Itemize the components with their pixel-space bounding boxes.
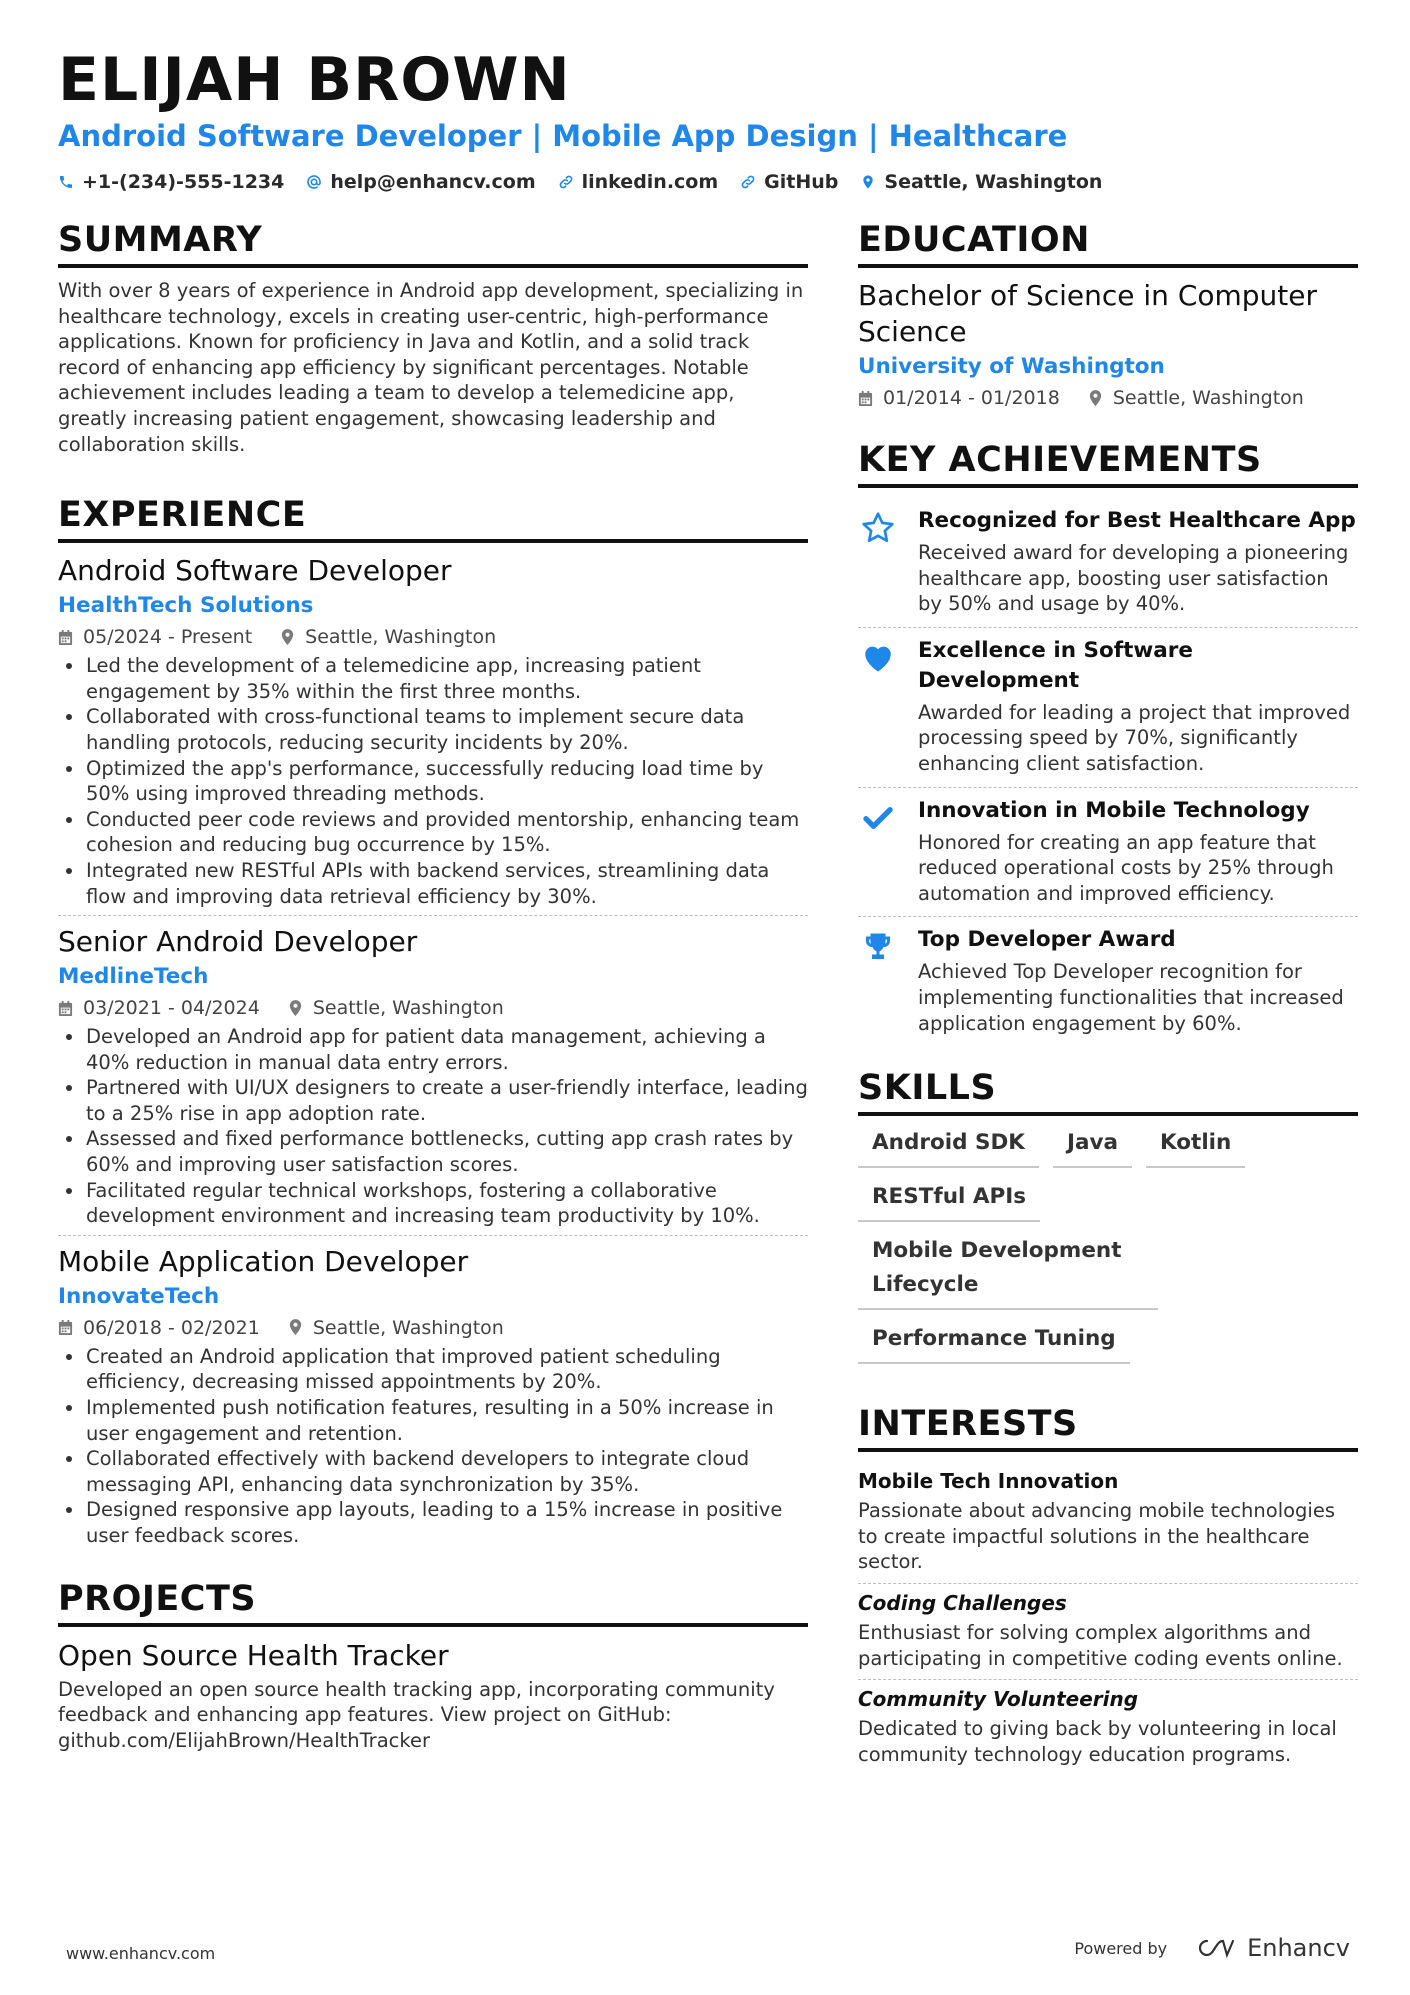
contact-bar	[58, 168, 1102, 196]
contact-location	[860, 168, 1102, 196]
contact-linkedin[interactable]	[558, 168, 719, 196]
job-title: Senior Android Developer	[58, 925, 418, 959]
location-icon	[280, 629, 295, 646]
skills-list	[858, 1126, 1358, 1364]
enhancv-logo[interactable]	[1193, 1934, 1350, 1962]
job-company: HealthTech Solutions	[58, 593, 314, 619]
job-bullets	[58, 1024, 808, 1229]
job-bullet: Partnered with UI/UX designers to create a user-friendly interface, leading to a 25% rise in app adoption rate.	[58, 1075, 808, 1126]
achievement-body	[918, 636, 1358, 777]
job-meta	[58, 1314, 808, 1342]
job-dates-text: 05/2024 - Present	[83, 626, 253, 649]
job-location-text: Seattle, Washington	[312, 997, 504, 1020]
interest-item	[858, 1680, 1358, 1775]
skill-tag: Performance Tuning	[858, 1322, 1130, 1364]
education-dates	[858, 384, 1060, 412]
calendar-icon	[58, 1319, 73, 1336]
experience-heading: EXPERIENCE	[58, 493, 808, 543]
interests-section	[858, 1402, 1358, 1775]
phone-icon	[58, 174, 74, 190]
job-location	[288, 1314, 504, 1342]
achievement-title: Excellence in Software Development	[918, 637, 1193, 693]
education-dates-text: 01/2014 - 01/2018	[883, 387, 1060, 409]
location-icon	[1088, 390, 1103, 407]
skill-tag: Java	[1053, 1126, 1132, 1168]
job-company: InnovateTech	[58, 1283, 220, 1309]
job-bullet: Integrated new RESTful APIs with backend services, streamlining data flow and improving data retrieval efficiency by 30%.	[58, 858, 808, 909]
contact-phone-text: +1-(234)-555-1234	[82, 171, 285, 193]
interest-item	[858, 1584, 1358, 1680]
achievement-desc: Honored for creating an app feature that reduced operational costs by 25% through automation and improved efficiency.	[918, 830, 1334, 905]
achievement-desc: Achieved Top Developer recognition for implementing functionalities that increased application engagement by 60%.	[918, 960, 1344, 1035]
education-section	[858, 218, 1358, 412]
skills-heading: SKILLS	[858, 1066, 1358, 1116]
achievement-body	[918, 506, 1358, 617]
job-location	[288, 994, 504, 1022]
left-column	[58, 218, 808, 1753]
job-bullet: Collaborated effectively with backend developers to integrate cloud messaging API, enhancing data synchronization by 35%.	[58, 1446, 808, 1497]
calendar-icon	[58, 629, 73, 646]
contact-phone[interactable]	[58, 168, 284, 196]
interest-title: Community Volunteering	[858, 1687, 1139, 1712]
job-bullet: Conducted peer code reviews and provided mentorship, enhancing team cohesion and reducing bug occurrence by 15%.	[58, 807, 808, 858]
job-bullet: Designed responsive app layouts, leading to a 15% increase in positive user feedback scores.	[58, 1497, 808, 1548]
job-bullet: Facilitated regular technical workshops, fostering a collaborative development environment and increasing team productivity by 10%.	[58, 1178, 808, 1229]
achievement-icon-wrap	[858, 796, 898, 907]
heart-icon	[860, 640, 896, 676]
job-bullet: Optimized the app's performance, successfully reducing load time by 50% using improved threading methods.	[58, 756, 808, 807]
projects-heading: PROJECTS	[58, 1577, 808, 1627]
education-meta	[858, 384, 1358, 412]
skill-tag: Kotlin	[1146, 1126, 1245, 1168]
education-location	[1088, 384, 1304, 412]
at-icon	[306, 174, 322, 190]
achievement-title: Innovation in Mobile Technology	[918, 797, 1310, 823]
education-heading: EDUCATION	[858, 218, 1358, 268]
achievement-desc: Received award for developing a pioneering healthcare app, boosting user satisfaction by 50% and usage by 40%.	[918, 541, 1349, 616]
job-bullet: Created an Android application that improved patient scheduling efficiency, decreasing missed appointments by 20%.	[58, 1344, 808, 1395]
contact-location-text: Seattle, Washington	[884, 171, 1103, 193]
achievement-item	[858, 498, 1358, 628]
skill-tag: Mobile Development Lifecycle	[858, 1234, 1158, 1310]
contact-email-text: help@enhancv.com	[330, 171, 536, 193]
skills-section	[858, 1066, 1358, 1364]
job-location	[280, 623, 496, 651]
footer-branding	[1074, 1934, 1350, 1962]
achievement-item	[858, 917, 1358, 1046]
location-icon	[860, 174, 876, 190]
job-bullet: Collaborated with cross-functional teams to implement secure data handling protocols, reducing security incidents by 20%.	[58, 704, 808, 755]
job-title: Mobile Application Developer	[58, 1244, 469, 1278]
job-dates-text: 06/2018 - 02/2021	[83, 1316, 260, 1339]
interest-title: Coding Challenges	[858, 1590, 1067, 1615]
achievement-icon-wrap	[858, 636, 898, 777]
achievement-body	[918, 925, 1358, 1036]
skill-tag: RESTful APIs	[858, 1180, 1040, 1222]
contact-github-text: GitHub	[764, 171, 839, 193]
link-icon	[740, 174, 756, 190]
job-location-text: Seattle, Washington	[305, 626, 497, 649]
enhancv-logo-icon	[1193, 1937, 1237, 1959]
summary-text: With over 8 years of experience in Android app development, specializing in healthcare technology, excels in creating user-centric, high-performance applications. Known for proficiency in Java and Kotlin, and a solid track record of enhancing app efficiency by significant percentages. Notable achievement includes leading a team to develop a telemedicine app, greatly increasing patient engagement, showcasing leadership and collaboration skills.	[58, 279, 804, 456]
candidate-name: ELIJAH BROWN	[58, 45, 571, 115]
job-bullets	[58, 1344, 808, 1549]
project-desc: Developed an open source health tracking app, incorporating community feedback and enhancing app features. View project on GitHub: github.com/ElijahBrown/HealthTracker	[58, 1677, 775, 1752]
summary-section	[58, 218, 808, 457]
location-icon	[288, 1000, 303, 1017]
star-icon	[860, 510, 896, 546]
job-bullets	[58, 653, 808, 909]
interest-desc: Dedicated to giving back by volunteering in local community technology education programs.	[858, 1717, 1337, 1766]
right-column	[858, 218, 1358, 1775]
achievement-title: Top Developer Award	[918, 927, 1176, 953]
interest-item	[858, 1462, 1358, 1584]
job-company: MedlineTech	[58, 964, 209, 990]
job-bullet: Led the development of a telemedicine app, increasing patient engagement by 35% within the first three months.	[58, 653, 808, 704]
trophy-icon	[860, 929, 896, 965]
job-entry	[58, 553, 808, 916]
education-location-text: Seattle, Washington	[1112, 387, 1304, 409]
summary-heading: SUMMARY	[58, 218, 808, 268]
education-school: University of Washington	[858, 354, 1165, 379]
contact-email[interactable]	[306, 168, 535, 196]
achievement-title: Recognized for Best Healthcare App	[918, 508, 1356, 533]
achievement-icon-wrap	[858, 506, 898, 617]
link-icon	[558, 174, 574, 190]
job-entry	[58, 1244, 808, 1555]
candidate-title: Android Software Developer | Mobile App Design | Healthcare	[58, 119, 1068, 153]
project-title: Open Source Health Tracker	[58, 1638, 449, 1672]
job-bullet: Developed an Android app for patient data management, achieving a 40% reduction in manual data entry errors.	[58, 1024, 808, 1075]
interest-title: Mobile Tech Innovation	[858, 1469, 1119, 1494]
achievement-item	[858, 628, 1358, 788]
skill-tag: Android SDK	[858, 1126, 1039, 1168]
job-location-text: Seattle, Washington	[312, 1316, 504, 1339]
job-title: Android Software Developer	[58, 554, 452, 588]
achievement-desc: Awarded for leading a project that improved processing speed by 70%, significantly enhancing client satisfaction.	[918, 700, 1351, 775]
powered-by-label: Powered by	[1074, 1938, 1168, 1958]
job-dates	[58, 994, 260, 1022]
job-entry	[58, 924, 808, 1236]
brand-name: Enhancv	[1247, 1934, 1350, 1962]
checkmark-icon	[860, 800, 896, 836]
experience-section	[58, 493, 808, 1554]
calendar-icon	[58, 1000, 73, 1017]
footer-website[interactable]: www.enhancv.com	[66, 1944, 216, 1963]
job-dates	[58, 1314, 260, 1342]
achievements-heading: KEY ACHIEVEMENTS	[858, 438, 1358, 488]
achievement-icon-wrap	[858, 925, 898, 1036]
achievements-section	[858, 438, 1358, 1046]
projects-section	[58, 1577, 808, 1754]
education-degree: Bachelor of Science in Computer Science	[858, 279, 1318, 348]
interest-desc: Passionate about advancing mobile technologies to create impactful solutions in the healthcare sector.	[858, 1499, 1336, 1574]
location-icon	[288, 1319, 303, 1336]
calendar-icon	[858, 390, 873, 407]
achievement-item	[858, 788, 1358, 918]
job-bullet: Assessed and fixed performance bottlenecks, cutting app crash rates by 60% and improving user satisfaction scores.	[58, 1126, 808, 1177]
achievement-body	[918, 796, 1358, 907]
job-bullet: Implemented push notification features, resulting in a 50% increase in user engagement and retention.	[58, 1395, 808, 1446]
interests-heading: INTERESTS	[858, 1402, 1358, 1452]
job-meta	[58, 994, 808, 1022]
job-dates-text: 03/2021 - 04/2024	[83, 997, 260, 1020]
contact-github[interactable]	[740, 168, 838, 196]
interest-desc: Enthusiast for solving complex algorithms and participating in competitive coding events online.	[858, 1620, 1343, 1670]
job-meta	[58, 623, 808, 651]
contact-linkedin-text: linkedin.com	[581, 171, 719, 193]
job-dates	[58, 623, 252, 651]
